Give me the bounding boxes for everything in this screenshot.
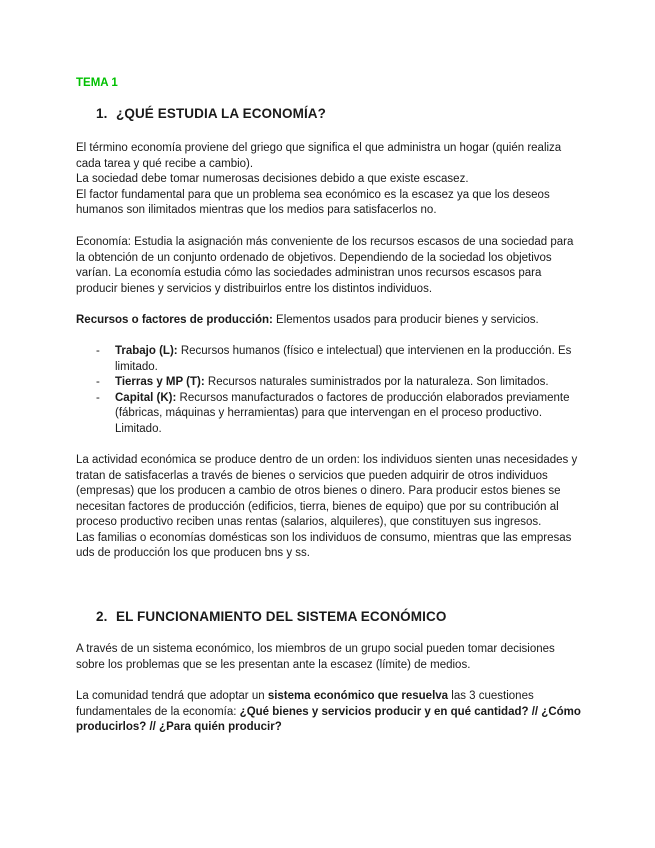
section-1-number: 1.: [96, 106, 108, 121]
comunidad-paragraph: [76, 689, 581, 736]
list-item: [96, 375, 576, 391]
comunidad-mid: las 3 cuestiones fundamentales de la economía:: [76, 690, 534, 718]
actividad-paragraph: [76, 453, 581, 562]
intro-line-2: La sociedad debe tomar numerosas decisiones debido a que existe escasez.: [76, 173, 469, 185]
sistema-intro-text: A través de un sistema económico, los miembros de un grupo social pueden tomar decisiones sobre los problemas que se les presentan ante la escasez (límite) de medios.: [76, 643, 555, 671]
factor-text: Recursos naturales suministrados por la naturaleza. Son limitados.: [204, 376, 549, 388]
factor-label: Capital (K):: [115, 391, 177, 404]
actividad-para-1: La actividad económica se produce dentro de un orden: los individuos sienten unas necesidades y tratan de satisfacerlas a través de bienes o servicios que pueden adquirir de otros individuos (empresas) que los producen a cambio de otros bienes o dinero. Para producir estos bienes se necesitan factores de producción (edificios, tierra, bienes de equipo) que por su contribución al proceso productivo reciben unas rentas (salarios, alquileres), que constituyen sus ingresos.: [76, 454, 578, 528]
factor-label: Tierras y MP (T):: [115, 376, 205, 388]
section-2-number: 2.: [96, 609, 108, 624]
factor-text: Recursos manufacturados o factores de producción elaborados previamente (fábricas, máquinas y herramientas) para que intervengan en el proceso productivo. Limitado.: [115, 391, 570, 435]
tema-label: TEMA 1: [76, 77, 118, 89]
factor-text: Recursos humanos (físico e intelectual) que intervienen en la producción. Es limitado.: [115, 345, 572, 373]
list-item: [96, 344, 576, 375]
list-dash: -: [96, 376, 100, 388]
intro-line-1: El término economía proviene del griego que significa el que administra un hogar (quién realiza cada tarea y qué recibe a cambio).: [76, 142, 562, 170]
recursos-text: Elementos usados para producir bienes y servicios.: [272, 314, 539, 326]
economia-definition-text: Economía: Estudia la asignación más conveniente de los recursos escasos de una sociedad para la obtención de un conjunto ordenado de objetivos. Dependiendo de la sociedad los objetivos varían. La economía estudia cómo las sociedades administran unos recursos escasos para producir bienes y servicios y distribuirlos entre los distintos individuos.: [76, 236, 574, 295]
section-1-title: ¿QUÉ ESTUDIA LA ECONOMÍA?: [116, 106, 326, 121]
recursos-label: Recursos o factores de producción:: [76, 314, 273, 326]
recursos-paragraph: [76, 313, 581, 329]
section-2-heading: [96, 609, 446, 624]
comunidad-bold-1: sistema económico que resuelva: [267, 690, 449, 702]
section-1-heading: [96, 106, 326, 121]
list-item: [96, 391, 576, 438]
comunidad-pre: La comunidad tendrá que adoptar un: [76, 690, 268, 702]
intro-line-3: El factor fundamental para que un problema sea económico es la escasez ya que los deseos humanos son ilimitados mientras que los medios para satisfacerlos no.: [76, 188, 550, 216]
factor-label: Trabajo (L):: [115, 345, 178, 357]
list-dash: -: [96, 345, 100, 357]
economia-definition: [76, 235, 581, 297]
list-dash: -: [96, 391, 100, 404]
intro-paragraph: [76, 141, 581, 219]
actividad-para-2: Las familias o economías domésticas son los individuos de consumo, mientras que las empresas uds de producción los que producen bns y ss.: [76, 531, 572, 559]
sistema-intro-paragraph: [76, 642, 581, 673]
comunidad-bold-2: ¿Qué bienes y servicios producir y en qué cantidad? // ¿Cómo producirlos? // ¿Para quién producir?: [76, 705, 581, 733]
factors-list: [96, 344, 576, 437]
section-2-title: EL FUNCIONAMIENTO DEL SISTEMA ECONÓMICO: [116, 609, 447, 624]
